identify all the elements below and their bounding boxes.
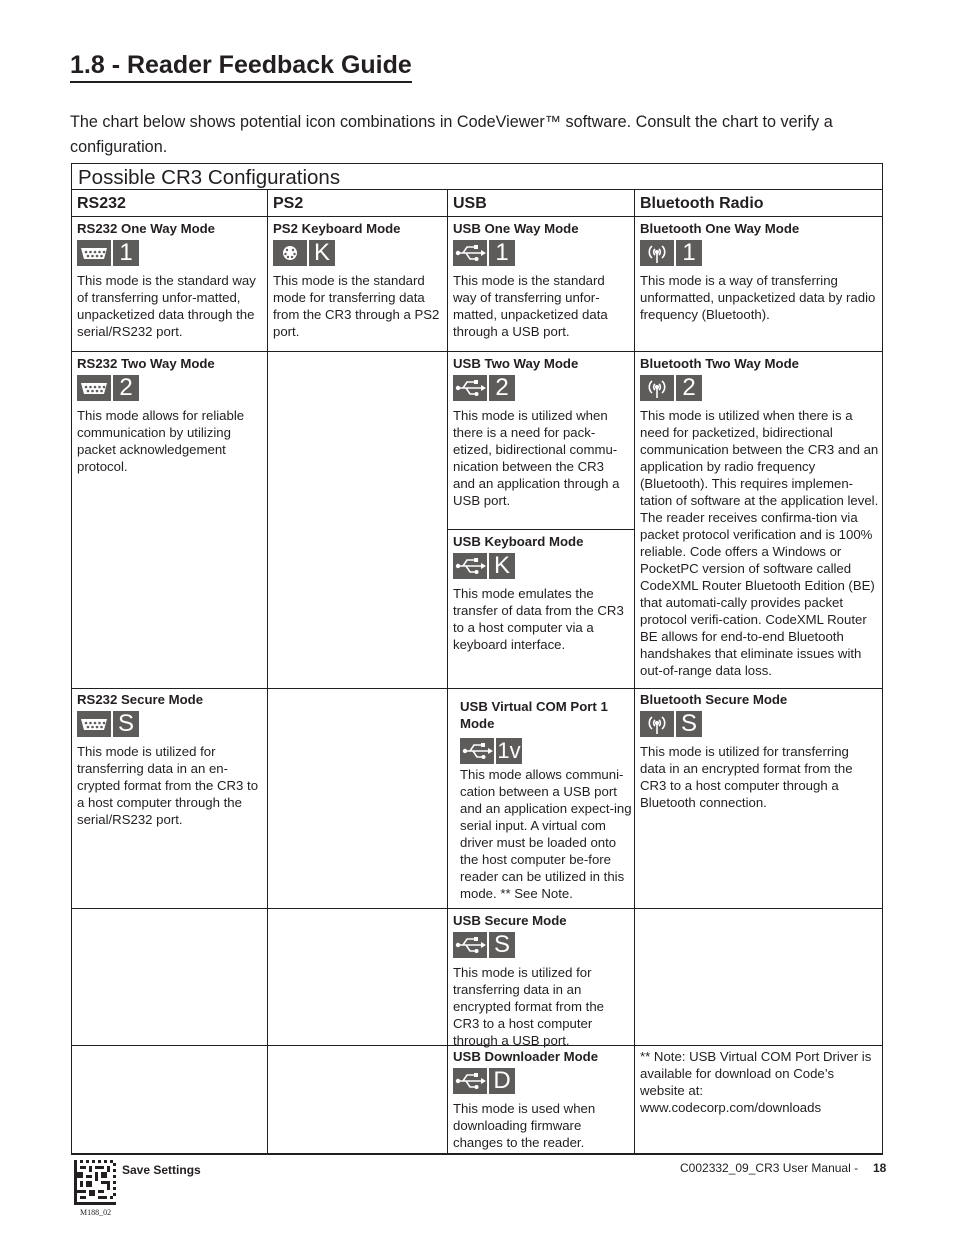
mode-glyph: K	[489, 553, 515, 579]
barcode-id: M188_02	[80, 1208, 112, 1217]
save-settings-barcode[interactable]	[74, 1160, 116, 1205]
usb-icon	[453, 240, 487, 266]
mode-description: This mode is the standard way of transferring unfor-matted, unpacketized data through the serial/RS232 port.	[77, 273, 256, 339]
radio-antenna-icon	[640, 375, 674, 401]
mode-glyph: S	[113, 711, 139, 737]
mode-glyph: 1v	[497, 738, 521, 763]
usb-icon	[453, 553, 487, 579]
mode-description: This mode is utilized for transferring data in an encrypted format from the CR3 to a host computer through a Bluetooth connection.	[640, 744, 853, 810]
save-settings-label: Save Settings	[122, 1163, 201, 1177]
page-title: 1.8 - Reader Feedback Guide	[70, 50, 412, 83]
mode-description: This mode is used when downloading firmware changes to the reader.	[453, 1101, 596, 1150]
cell-ps2-keyboard	[273, 220, 441, 340]
cell-rs232-one-way	[77, 220, 263, 340]
cell-rs232-secure	[77, 691, 263, 828]
radio-antenna-icon	[640, 240, 674, 266]
mode-title: USB One Way Mode	[453, 221, 579, 236]
cell-bluetooth-one-way	[640, 220, 878, 323]
mode-title: Bluetooth One Way Mode	[640, 221, 800, 236]
column-header-usb: USB	[453, 195, 487, 212]
mode-title: RS232 Secure Mode	[77, 692, 204, 707]
mode-description: This mode emulates the transfer of data from the CR3 to a host computer via a keyboard interface.	[453, 586, 624, 652]
cell-rs232-two-way	[77, 355, 263, 475]
mode-description: This mode allows communi-cation between a USB port and an application expect-ing serial input. A virtual com driver must be loaded onto the host computer be-fore reader can be utilized in this mode. ** See Note.	[460, 767, 632, 901]
mode-title: USB Downloader Mode	[453, 1049, 599, 1064]
mode-glyph: D	[489, 1068, 515, 1094]
serial-port-icon	[77, 375, 111, 401]
mode-glyph: 1	[489, 240, 515, 266]
serial-port-icon	[77, 711, 111, 737]
row-divider	[447, 529, 634, 530]
cell-bluetooth-secure	[640, 691, 878, 811]
row-divider	[71, 351, 883, 352]
cell-usb-keyboard	[453, 533, 629, 653]
ps2-port-icon	[273, 240, 307, 266]
configurations-table	[71, 163, 883, 1155]
cell-usb-two-way	[453, 355, 629, 509]
column-divider	[447, 190, 448, 1153]
cell-usb-secure	[453, 912, 629, 1049]
table-heading: Possible CR3 Configurations	[71, 163, 883, 190]
cell-usb-virtual-com	[460, 698, 636, 902]
cell-usb-downloader	[453, 1048, 629, 1151]
usb-icon	[453, 375, 487, 401]
usb-icon	[453, 1068, 487, 1094]
mode-glyph: S	[676, 711, 702, 737]
mode-glyph: 2	[113, 375, 139, 401]
row-divider	[71, 908, 883, 909]
usb-icon	[460, 738, 494, 764]
usb-icon	[453, 932, 487, 958]
mode-title: RS232 One Way Mode	[77, 221, 216, 236]
radio-antenna-icon	[640, 711, 674, 737]
serial-port-icon	[77, 240, 111, 266]
mode-glyph: 1	[113, 240, 139, 266]
page-number: 18	[873, 1161, 887, 1175]
column-divider	[267, 190, 268, 1153]
mode-description: This mode is utilized when there is a need for packetized, bidirectional communication between the CR3 and an application by radio frequency (Bluetooth). This requires implemen-tation of software at the application level. The reader receives confirma-tion via packet protocol verification and is 100% reliable. Code offers a Windows or PocketPC version of software called CodeXML Router Bluetooth Edition (BE) that automati-cally provides packet protocol verifi-cation. CodeXML Router BE allows for end-to-end Bluetooth handshakes that eliminate issues with out-of-range data loss.	[640, 408, 879, 678]
note-text: ** Note: USB Virtual COM Port Driver is available for download on Code’s website at: www.codecorp.com/downloads	[640, 1049, 872, 1115]
mode-glyph: 2	[489, 375, 515, 401]
cell-bluetooth-two-way	[640, 355, 880, 679]
row-divider	[71, 216, 883, 217]
mode-description: This mode is utilized for transferring data in an encrypted format from the CR3 to a host computer through a USB port.	[453, 965, 604, 1048]
table-border-right	[882, 190, 883, 1153]
table-border-left	[71, 190, 72, 1153]
mode-title: USB Two Way Mode	[453, 356, 579, 371]
mode-description: This mode is the standard mode for transferring data from the CR3 through a PS2 port.	[273, 273, 440, 339]
cell-note	[640, 1048, 880, 1116]
mode-title: RS232 Two Way Mode	[77, 356, 215, 371]
mode-glyph: 1	[676, 240, 702, 266]
column-divider	[634, 190, 635, 1153]
column-header-ps2: PS2	[273, 195, 304, 212]
mode-description: This mode is a way of transferring unformatted, unpacketized data by radio frequency (Bluetooth).	[640, 273, 876, 322]
mode-title: Bluetooth Secure Mode	[640, 692, 788, 707]
mode-title: USB Virtual COM Port 1 Mode	[460, 699, 608, 731]
mode-title: PS2 Keyboard Mode	[273, 221, 401, 236]
row-divider	[71, 688, 883, 689]
mode-title: USB Secure Mode	[453, 913, 567, 928]
column-header-bluetooth: Bluetooth Radio	[640, 195, 764, 212]
mode-description: This mode allows for reliable communication by utilizing packet acknowledgement protocol.	[77, 408, 245, 474]
mode-title: Bluetooth Two Way Mode	[640, 356, 799, 371]
intro-text: The chart below shows potential icon combinations in CodeViewer™ software. Consult the chart to verify a configuration.	[70, 113, 833, 156]
mode-glyph: 2	[676, 375, 702, 401]
mode-glyph: K	[309, 240, 335, 266]
mode-description: This mode is utilized when there is a need for pack-etized, bidirectional commu-nication between the CR3 and an application through a USB port.	[453, 408, 620, 508]
cell-usb-one-way	[453, 220, 629, 340]
mode-glyph: S	[489, 932, 515, 958]
mode-description: This mode is utilized for transferring data in an en-crypted format from the CR3 to a host computer through the serial/RS232 port.	[77, 744, 259, 827]
mode-description: This mode is the standard way of transferring unfor-matted, unpacketized data through a USB port.	[453, 273, 608, 339]
mode-title: USB Keyboard Mode	[453, 534, 584, 549]
column-header-rs232: RS232	[77, 195, 126, 212]
manual-reference: C002332_09_CR3 User Manual -	[680, 1161, 859, 1175]
